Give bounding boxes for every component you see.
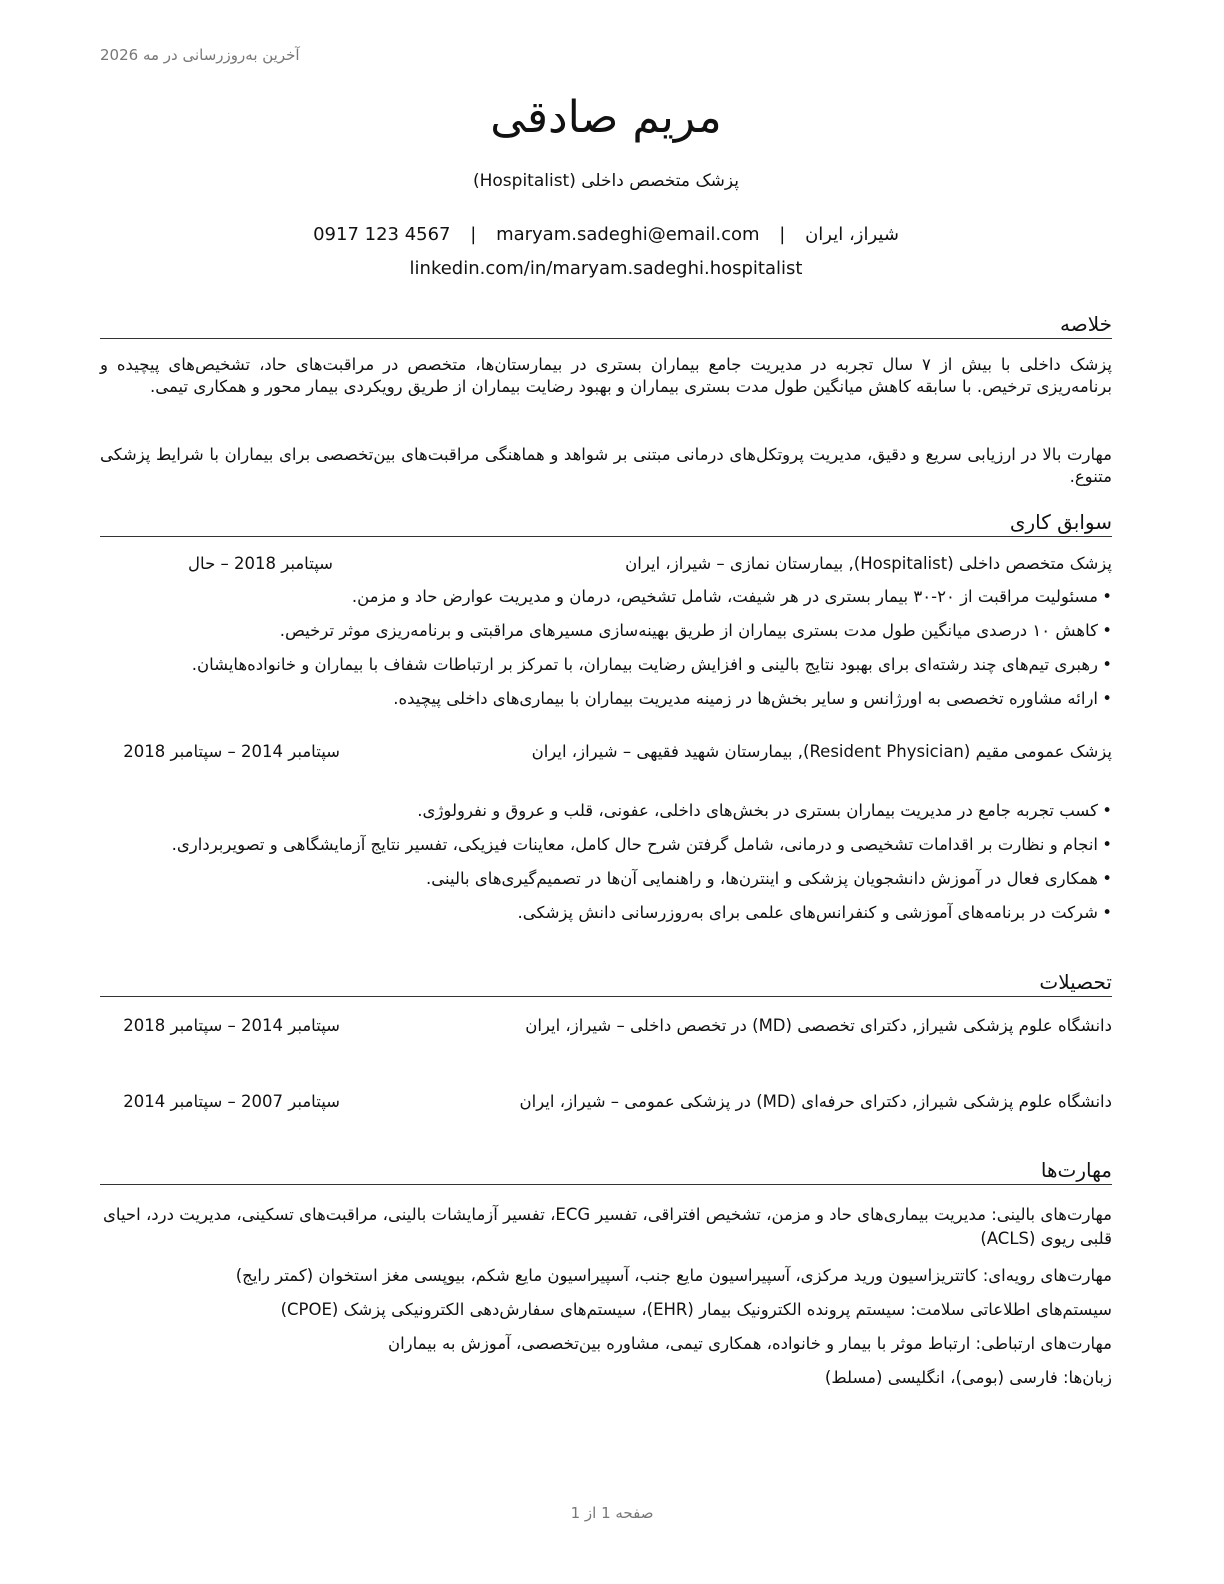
job-title: پزشک عمومی مقیم (Resident Physician), بیمارستان شهید فقیهی – شیراز، ایران bbox=[531, 742, 1112, 761]
page-number: صفحه 1 از 1 bbox=[570, 1504, 654, 1522]
location-text: شیراز، ایران bbox=[805, 224, 899, 245]
list-item: • رهبری تیم‌های چند رشته‌ای برای بهبود نتایج بالینی و افزایش رضایت بیماران، با تمرکز بر ارتباطات شفاف با بیماران و خانواده‌هایشان. bbox=[94, 654, 1112, 676]
summary-paragraph-2: مهارت بالا در ارزیابی سریع و دقیق، مدیریت پروتکل‌های درمانی مبتنی بر شواهد و هماهنگی مراقبت‌های بین‌تخصصی برای بیماران با شرایط پزشکی متنوع. bbox=[100, 445, 1112, 486]
education-dates: سپتامبر 2007 – سپتامبر 2014 bbox=[123, 1092, 340, 1111]
skill-line: مهارت‌های رویه‌ای: کاتتریزاسیون ورید مرکزی، آسپیراسیون مایع جنب، آسپیراسیون مایع شکم، بیوپسی مغز استخوان (کمتر رایج) bbox=[235, 1266, 1112, 1285]
email-link[interactable]: maryam.sadeghi@email.com bbox=[496, 224, 760, 245]
contact-separator: | bbox=[470, 224, 477, 245]
resume-page bbox=[100, 0, 1112, 1584]
list-item: • کسب تجربه جامع در مدیریت بیماران بستری در بخش‌های داخلی، عفونی، قلب و عروق و نفرولوژی. bbox=[100, 800, 1112, 822]
list-item: • همکاری فعال در آموزش دانشجویان پزشکی و اینترن‌ها، و راهنمایی آن‌ها در تصمیم‌گیری‌های بالینی. bbox=[100, 868, 1112, 890]
list-item: • شرکت در برنامه‌های آموزشی و کنفرانس‌های علمی برای به‌روزرسانی دانش پزشکی. bbox=[100, 902, 1112, 924]
job-header bbox=[100, 740, 1112, 790]
skill-line: مهارت‌های ارتباطی: ارتباط موثر با بیمار و خانواده، همکاری تیمی، مشاوره بین‌تخصصی، آموزش به بیماران bbox=[387, 1334, 1112, 1353]
education-title: دانشگاه علوم پزشکی شیراز, دکترای حرفه‌ای (MD) در پزشکی عمومی – شیراز، ایران bbox=[519, 1092, 1112, 1111]
education-dates: سپتامبر 2014 – سپتامبر 2018 bbox=[123, 1016, 340, 1035]
job-dates: سپتامبر 2018 – حال bbox=[188, 554, 333, 573]
job-bullets bbox=[100, 800, 1112, 936]
skill-line: مهارت‌های بالینی: مدیریت بیماری‌های حاد و مزمن، تشخیص افتراقی، تفسیر ECG، تفسیر آزمایشات بالینی، مراقبت‌های تسکینی، مدیریت درد، احیای قلبی ریوی (ACLS) bbox=[103, 1205, 1112, 1248]
contact-separator: | bbox=[779, 224, 786, 245]
last-updated-note: آخرین به‌روزرسانی در مه 2026 bbox=[100, 46, 300, 64]
job-title: پزشک متخصص داخلی (Hospitalist), بیمارستان نمازی – شیراز، ایران bbox=[625, 554, 1112, 573]
job-title-subtitle: پزشک متخصص داخلی (Hospitalist) bbox=[472, 171, 740, 191]
education-title: دانشگاه علوم پزشکی شیراز, دکترای تخصصی (MD) در تخصص داخلی – شیراز، ایران bbox=[525, 1016, 1112, 1035]
list-item: • کاهش ۱۰ درصدی میانگین طول مدت بستری بیماران از طریق بهینه‌سازی مسیرهای مراقبتی و برنامه‌ریزی موثر ترخیص. bbox=[100, 620, 1112, 642]
education-item bbox=[100, 1014, 1112, 1064]
section-title-education: تحصیلات bbox=[100, 970, 1112, 997]
section-title-summary: خلاصه bbox=[100, 312, 1112, 339]
summary-paragraph-1: پزشک داخلی با بیش از ۷ سال تجربه در مدیریت جامع بیماران بستری در بیمارستان‌ها، متخصص در مراقبت‌های حاد، تشخیص‌های پیچیده و برنامه‌ریزی ترخیص. با سابقه کاهش میانگین طول مدت بستری بیماران و بهبود رضایت بیماران از طریق رویکردی بیمار محور و همکاری تیمی. bbox=[100, 355, 1112, 396]
education-item bbox=[100, 1090, 1112, 1140]
skill-line: زبان‌ها: فارسی (بومی)، انگلیسی (مسلط) bbox=[824, 1368, 1112, 1387]
phone-number: 0917 123 4567 bbox=[313, 224, 451, 245]
job-dates: سپتامبر 2014 – سپتامبر 2018 bbox=[123, 742, 340, 761]
contact-line bbox=[100, 224, 1112, 245]
candidate-name: مریم صادقی bbox=[490, 92, 722, 143]
job-bullets bbox=[100, 586, 1112, 722]
linkedin-link[interactable]: linkedin.com/in/maryam.sadeghi.hospitalist bbox=[409, 258, 803, 279]
skill-line: سیستم‌های اطلاعاتی سلامت: سیستم پرونده الکترونیک بیمار (EHR)، سیستم‌های سفارش‌دهی الکترونیکی پزشک (CPOE) bbox=[280, 1300, 1112, 1319]
list-item: • مسئولیت مراقبت از ۲۰-۳۰ بیمار بستری در هر شیفت، شامل تشخیص، درمان و مدیریت عوارض حاد و مزمن. bbox=[100, 586, 1112, 608]
list-item: • ارائه مشاوره تخصصی به اورژانس و سایر بخش‌ها در زمینه مدیریت بیماران با بیماری‌های داخلی پیچیده. bbox=[100, 688, 1112, 710]
list-item: • انجام و نظارت بر اقدامات تشخیصی و درمانی، شامل گرفتن شرح حال کامل، معاینات فیزیکی، تفسیر نتایج آزمایشگاهی و تصویربرداری. bbox=[100, 834, 1112, 856]
section-title-experience: سوابق کاری bbox=[100, 510, 1112, 537]
section-title-skills: مهارت‌ها bbox=[100, 1158, 1112, 1185]
